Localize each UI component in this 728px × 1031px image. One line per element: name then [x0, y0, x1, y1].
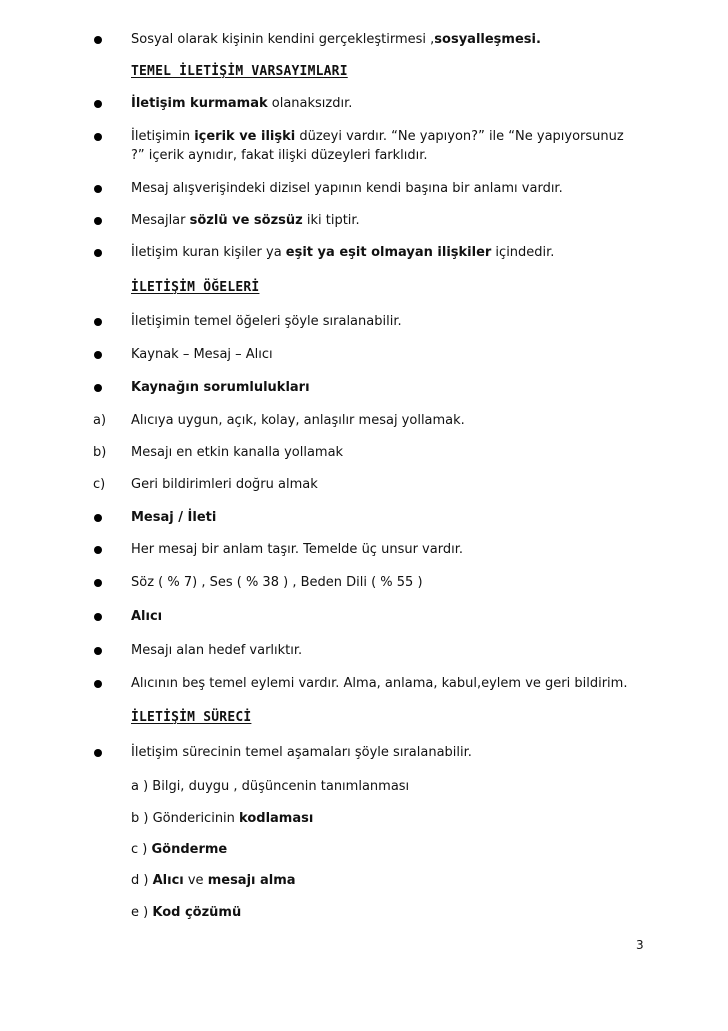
line-text	[131, 477, 318, 493]
line-text	[131, 905, 241, 921]
line-text	[131, 445, 343, 461]
text-segment: Söz ( % 7) , Ses ( % 38 ) , Beden Dili ( % 55 )	[131, 575, 423, 590]
text-segment: iki tiptir.	[302, 213, 360, 228]
line-text	[131, 314, 402, 330]
text-segment: b ) Göndericinin	[131, 811, 240, 826]
list-marker: b)	[93, 445, 107, 460]
bold-text-segment: Kod çözümü	[152, 905, 242, 920]
bold-text-segment: Alıcı	[152, 873, 184, 888]
bullet-dot-icon	[94, 100, 102, 108]
line-text	[131, 510, 216, 526]
bullet-dot-icon	[94, 133, 102, 141]
bold-text-segment: Kaynağın sorumlulukları	[131, 380, 310, 395]
line-text	[131, 842, 227, 858]
line-text	[131, 129, 624, 145]
bullet-dot-icon	[94, 351, 102, 359]
line-text	[131, 676, 627, 692]
text-segment: düzeyi vardır. “Ne yapıyon?” ile “Ne yapıyorsunuz	[295, 129, 624, 144]
text-segment: d )	[131, 873, 153, 888]
text-segment: c )	[131, 842, 152, 857]
text-segment: Mesajı alan hedef varlıktır.	[131, 643, 303, 658]
line-text	[131, 609, 162, 625]
text-segment: İletişimin	[131, 129, 195, 144]
text-segment: Mesaj alışverişindeki dizisel yapının kendi başına bir anlamı vardır.	[131, 181, 563, 196]
bold-text-segment: sözlü ve sözsüz	[189, 213, 303, 228]
text-segment: Sosyal olarak kişinin kendini gerçekleştirmesi ,	[131, 32, 435, 47]
bullet-dot-icon	[94, 749, 102, 757]
line-text	[131, 542, 463, 558]
line-text	[131, 148, 428, 164]
page-number: 3	[636, 938, 644, 952]
section-heading-text: İLETİŞİM ÖĞELERİ	[131, 280, 260, 295]
text-segment: ve	[183, 873, 208, 888]
line-text	[131, 96, 352, 112]
bold-text-segment: sosyalleşmesi.	[434, 32, 541, 47]
line-text	[131, 873, 296, 889]
line-text	[131, 575, 423, 591]
text-segment: İletişimin temel öğeleri şöyle sıralanabilir.	[131, 314, 402, 329]
bold-text-segment: Mesaj / İleti	[131, 510, 217, 525]
bold-text-segment: kodlaması	[239, 811, 314, 826]
bullet-dot-icon	[94, 217, 102, 225]
list-marker: c)	[93, 477, 106, 492]
text-segment: içindedir.	[491, 245, 555, 260]
line-text	[131, 779, 409, 795]
line-text	[131, 643, 302, 659]
bullet-dot-icon	[94, 185, 102, 193]
text-segment: Mesajlar	[131, 213, 190, 228]
bold-text-segment: mesajı alma	[207, 873, 296, 888]
bullet-dot-icon	[94, 647, 102, 655]
bullet-dot-icon	[94, 249, 102, 257]
line-text	[131, 181, 563, 197]
line-text	[131, 213, 360, 229]
line-text	[131, 745, 472, 761]
text-segment: Mesajı en etkin kanalla yollamak	[131, 445, 344, 460]
text-segment: a ) Bilgi, duygu , düşüncenin tanımlanması	[131, 779, 410, 794]
bold-text-segment: içerik ve ilişki	[194, 129, 296, 144]
line-text	[131, 413, 465, 429]
text-segment: Alıcının beş temel eylemi vardır. Alma, anlama, kabul,eylem ve geri bildirim.	[131, 676, 628, 691]
line-text	[131, 245, 554, 261]
bold-text-segment: eşit ya eşit olmayan ilişkiler	[285, 245, 492, 260]
bullet-dot-icon	[94, 579, 102, 587]
line-text	[131, 347, 273, 363]
bullet-dot-icon	[94, 318, 102, 326]
bold-text-segment: İletişim kurmamak	[131, 96, 268, 111]
list-marker: a)	[93, 413, 107, 428]
bold-text-segment: Gönderme	[151, 842, 228, 857]
text-segment: ?” içerik aynıdır, fakat ilişki düzeyleri farklıdır.	[131, 148, 428, 163]
section-heading-text: TEMEL İLETİŞİM VARSAYIMLARI	[131, 64, 348, 79]
line-text	[131, 380, 310, 396]
text-segment: e )	[131, 905, 153, 920]
section-heading-text: İLETİŞİM SÜRECİ	[131, 710, 252, 725]
bullet-dot-icon	[94, 680, 102, 688]
bullet-dot-icon	[94, 514, 102, 522]
text-segment: Geri bildirimleri doğru almak	[131, 477, 318, 492]
bullet-dot-icon	[94, 546, 102, 554]
text-segment: İletişim sürecinin temel aşamaları şöyle sıralanabilir.	[131, 745, 472, 760]
bold-text-segment: Alıcı	[131, 609, 163, 624]
text-segment: olanaksızdır.	[267, 96, 353, 111]
bullet-dot-icon	[94, 36, 102, 44]
bullet-dot-icon	[94, 613, 102, 621]
text-segment: Her mesaj bir anlam taşır. Temelde üç unsur vardır.	[131, 542, 463, 557]
line-text	[131, 811, 313, 827]
text-segment: Kaynak – Mesaj – Alıcı	[131, 347, 273, 362]
text-segment: İletişim kuran kişiler ya	[131, 245, 286, 260]
line-text	[131, 32, 541, 48]
bullet-dot-icon	[94, 384, 102, 392]
text-segment: Alıcıya uygun, açık, kolay, anlaşılır mesaj yollamak.	[131, 413, 465, 428]
